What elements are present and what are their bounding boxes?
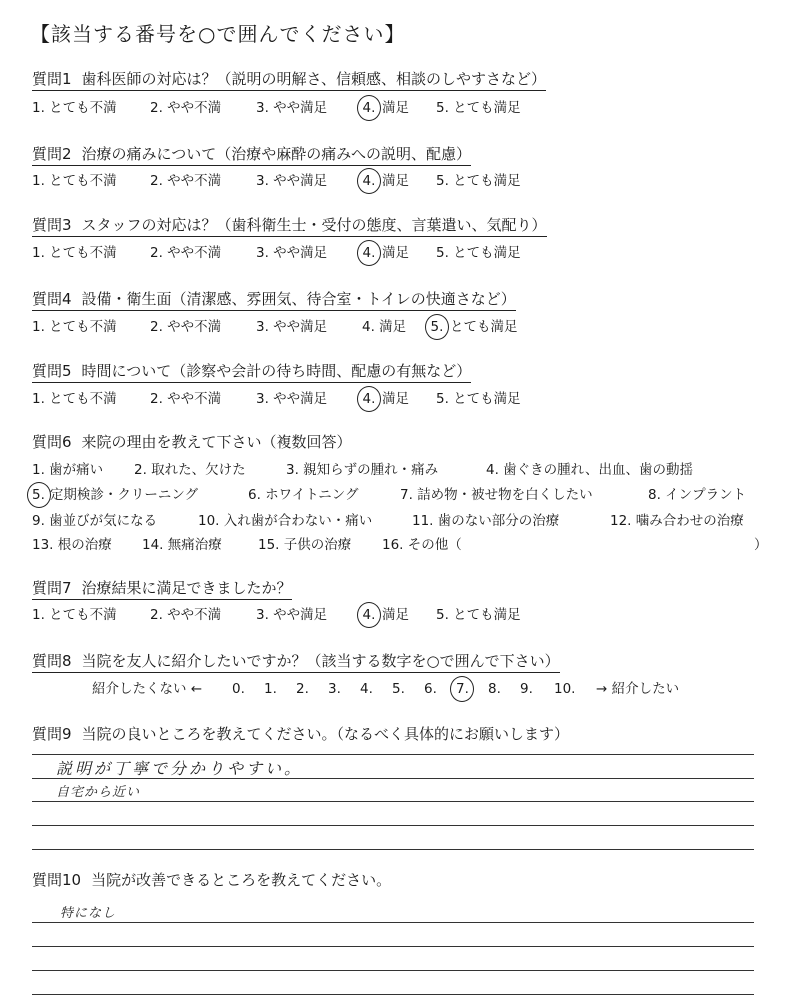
question-text: 当院を友人に紹介したいですか？（該当する数字を○で囲んで下さい） (81, 652, 560, 670)
reason-option[interactable]: 12. 噛み合わせの治療 (610, 513, 744, 529)
option-3[interactable]: 3. やや満足 (256, 173, 328, 189)
option-1[interactable]: 1. とても不満 (32, 607, 117, 623)
option-5-selected[interactable]: 5. とても満足 (430, 316, 518, 338)
option-2[interactable]: 2. やや不満 (150, 607, 222, 623)
reason-option[interactable]: 3. 親知らずの腫れ・痛み (286, 462, 439, 478)
question-number: 質問7 (32, 579, 72, 597)
option-2[interactable]: 2. やや不満 (150, 100, 222, 116)
answer-line (32, 946, 754, 947)
scale-option-6[interactable]: 6. (424, 681, 437, 697)
option-3[interactable]: 3. やや満足 (256, 319, 328, 335)
question-3-heading (32, 216, 547, 237)
option-2[interactable]: 2. やや不満 (150, 391, 222, 407)
question-text: 歯科医師の対応は？（説明の明解さ、信頼感、相談のしやすさなど） (81, 70, 546, 88)
option-3[interactable]: 3. やや満足 (256, 245, 328, 261)
reason-option[interactable]: 15. 子供の治療 (258, 537, 352, 553)
option-4[interactable]: 4. 満足 (362, 319, 407, 335)
option-2[interactable]: 2. やや不満 (150, 173, 222, 189)
answer-line (32, 778, 754, 779)
selected-circle: 4. (362, 170, 376, 192)
question-number: 質問6 (32, 433, 72, 451)
option-5[interactable]: 5. とても満足 (436, 607, 521, 623)
q6-row-3 (32, 510, 782, 532)
answer-line (32, 825, 754, 826)
handwritten-answer-3: 特になし (60, 906, 117, 921)
option-2[interactable]: 2. やや不満 (150, 245, 222, 261)
scale-option-3[interactable]: 3. (328, 681, 341, 697)
option-4-selected[interactable]: 4. 満足 (362, 170, 409, 192)
reason-option[interactable]: 10. 入れ歯が合わない・痛い (198, 513, 373, 529)
option-1[interactable]: 1. とても不満 (32, 173, 117, 189)
answer-line (32, 994, 754, 995)
question-number: 質問5 (32, 362, 72, 380)
answer-line (32, 849, 754, 850)
option-5[interactable]: 5. とても満足 (436, 245, 521, 261)
question-text: スタッフの対応は？（歯科衛生士・受付の態度、言葉遣い、気配り） (81, 216, 547, 234)
selected-circle: 4. (362, 97, 376, 119)
answer-line (32, 801, 754, 802)
question-number: 質問1 (32, 70, 72, 88)
option-5[interactable]: 5. とても満足 (436, 173, 521, 189)
reason-option-selected[interactable]: 5. 定期検診・クリーニング (32, 484, 198, 506)
option-1[interactable]: 1. とても不満 (32, 100, 117, 116)
question-2-heading (32, 145, 471, 166)
option-5[interactable]: 5. とても満足 (436, 391, 521, 407)
handwritten-answer-1: 説明が丁寧で分かりやすい。 (56, 759, 304, 778)
option-1[interactable]: 1. とても不満 (32, 319, 117, 335)
scale-right-label: → 紹介したい (596, 681, 680, 697)
recommend-scale (92, 678, 732, 700)
q6-row-2 (32, 484, 772, 506)
scale-option-2[interactable]: 2. (296, 681, 309, 697)
scale-option-9[interactable]: 9. (520, 681, 533, 697)
question-10-heading (32, 871, 391, 891)
selected-circle: 4. (362, 604, 376, 626)
selected-circle: 4. (362, 388, 376, 410)
question-text: 当院が改善できるところを教えてください。 (91, 871, 392, 889)
reason-option[interactable]: 4. 歯ぐきの腫れ、出血、歯の動揺 (486, 462, 693, 478)
reason-option[interactable]: 7. 詰め物・被せ物を白くしたい (400, 487, 593, 503)
question-5-heading (32, 362, 471, 383)
handwritten-answer-2: 自宅から近い (56, 785, 141, 800)
option-4-selected[interactable]: 4. 満足 (362, 242, 409, 264)
question-text: 来院の理由を教えて下さい（複数回答） (81, 433, 352, 451)
question-text: 設備・衛生面（清潔感、雰囲気、待合室・トイレの快適さなど） (81, 290, 516, 308)
reason-option-other[interactable]: 16. その他（ (382, 537, 462, 553)
reason-option[interactable]: 1. 歯が痛い (32, 462, 104, 478)
question-6-heading (32, 433, 352, 453)
selected-circle: 4. (362, 242, 376, 264)
scale-option-7-selected[interactable] (456, 678, 469, 700)
reason-option[interactable]: 6. ホワイトニング (248, 487, 359, 503)
question-1-heading (32, 70, 546, 91)
scale-option-1[interactable]: 1. (264, 681, 277, 697)
question-number: 質問9 (32, 725, 72, 743)
option-1[interactable]: 1. とても不満 (32, 245, 117, 261)
question-number: 質問10 (32, 871, 82, 889)
answer-line (32, 754, 754, 755)
question-text: 治療結果に満足できましたか？ (81, 579, 292, 597)
scale-option-8[interactable]: 8. (488, 681, 501, 697)
other-close-paren: ） (754, 537, 768, 553)
scale-option-0[interactable]: 0. (232, 681, 245, 697)
answer-line (32, 970, 754, 971)
selected-circle: 7. (456, 678, 469, 700)
question-number: 質問3 (32, 216, 72, 234)
question-text: 時間について（診察や会計の待ち時間、配慮の有無など） (81, 362, 472, 380)
scale-option-5[interactable]: 5. (392, 681, 405, 697)
q6-row-1 (32, 459, 772, 481)
question-text: 当院の良いところを教えてください。（なるべく具体的にお願いします） (81, 725, 570, 743)
question-9-heading (32, 725, 569, 745)
option-3[interactable]: 3. やや満足 (256, 607, 328, 623)
option-3[interactable]: 3. やや満足 (256, 100, 328, 116)
option-1[interactable]: 1. とても不満 (32, 391, 117, 407)
option-5[interactable]: 5. とても満足 (436, 100, 521, 116)
option-4-selected[interactable]: 4. 満足 (362, 388, 409, 410)
option-3[interactable]: 3. やや満足 (256, 391, 328, 407)
reason-option[interactable]: 13. 根の治療 (32, 537, 112, 553)
answer-line (32, 922, 754, 923)
reason-option[interactable]: 9. 歯並びが気になる (32, 513, 158, 529)
question-text: 治療の痛みについて（治療や麻酔の痛みへの説明、配慮） (81, 145, 471, 163)
question-number: 質問2 (32, 145, 72, 163)
scale-left-label: 紹介したくない ← (92, 681, 203, 697)
selected-circle: 5. (430, 316, 444, 338)
q6-row-4 (32, 534, 772, 556)
reason-option[interactable]: 11. 歯のない部分の治療 (412, 513, 560, 529)
option-2[interactable]: 2. やや不満 (150, 319, 222, 335)
question-8-heading (32, 652, 560, 673)
page-title: 【該当する番号を○で囲んでください】 (30, 22, 406, 46)
question-4-heading (32, 290, 516, 311)
reason-option[interactable]: 8. インプラント (648, 487, 747, 503)
selected-circle: 5. (32, 484, 45, 506)
question-number: 質問4 (32, 290, 72, 308)
scale-option-4[interactable]: 4. (360, 681, 373, 697)
reason-option[interactable]: 2. 取れた、欠けた (134, 462, 246, 478)
question-7-heading (32, 579, 292, 600)
option-4-selected[interactable]: 4. 満足 (362, 604, 409, 626)
reason-option[interactable]: 14. 無痛治療 (142, 537, 222, 553)
scale-option-10[interactable]: 10. (554, 681, 576, 697)
question-number: 質問8 (32, 652, 72, 670)
option-4-selected[interactable]: 4. 満足 (362, 97, 409, 119)
